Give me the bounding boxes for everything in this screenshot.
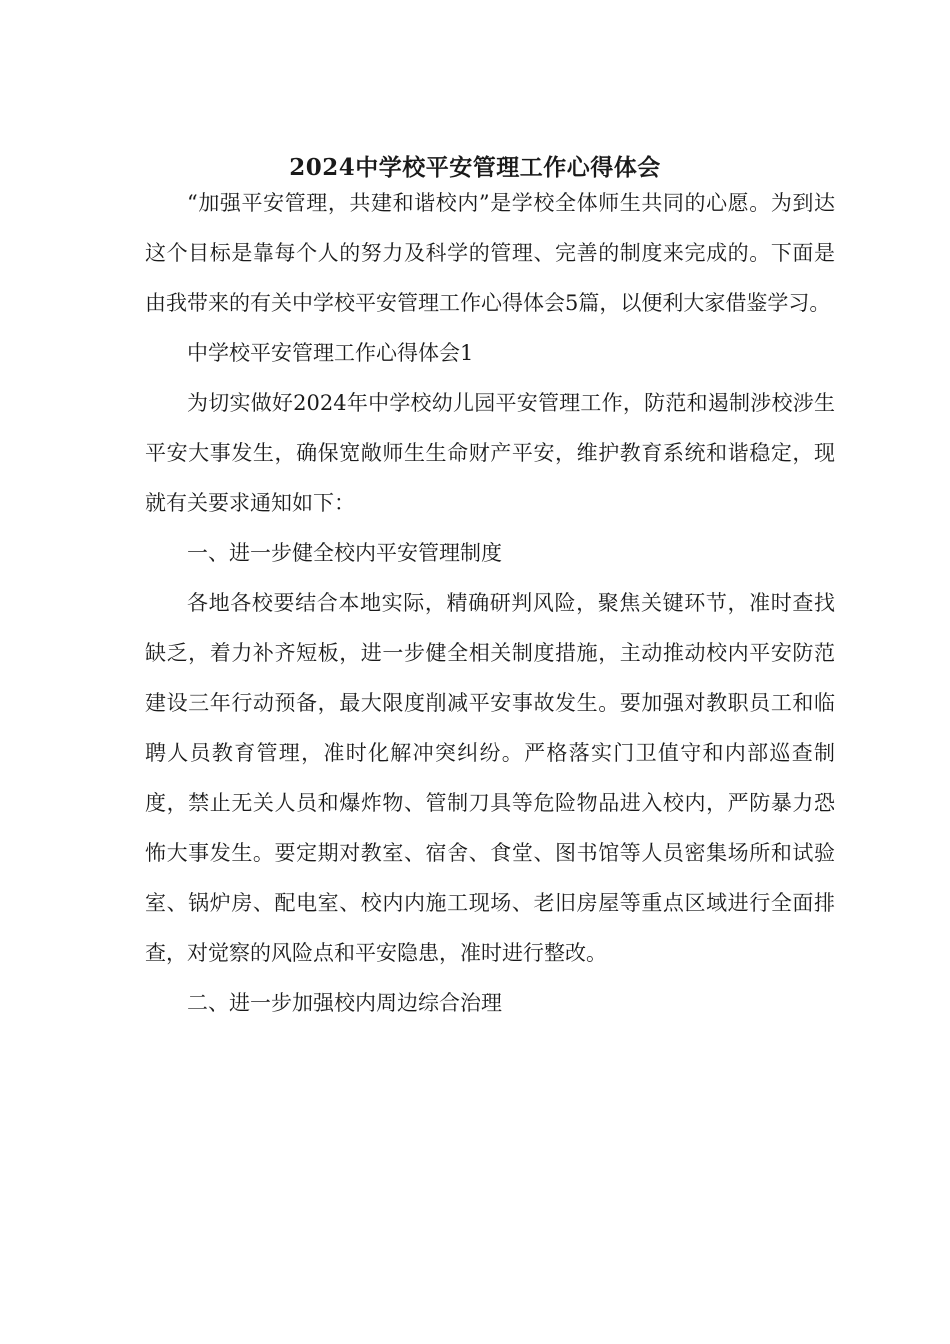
paragraph-body-one: 各地各校要结合本地实际，精确研判风险，聚焦关键环节，准时查找缺乏，着力补齐短板，进一步健全相关制度措施，主动推动校内平安防范建设三年行动预备，最大限度削减平安事故发生。要加强对教职员工和临聘人员教育管理，准时化解冲突纠纷。严格落实门卫值守和内部巡查制度，禁止无关人员和爆炸物、管制刀具等危险物品进入校内，严防暴力恐怖大事发生。要定期对教室、宿舍、食堂、图书馆等人员密集场所和试验室、锅炉房、配电室、校内内施工现场、老旧房屋等重点区域进行全面排查，对觉察的风险点和平安隐患，准时进行整改。 [145, 591, 835, 965]
paragraph-heading-two: 二、进一步加强校内周边综合治理 [187, 991, 502, 1015]
document-title: 2024中学校平安管理工作心得体会 [289, 154, 661, 182]
paragraph-section-heading: 中学校平安管理工作心得体会1 [187, 341, 474, 365]
paragraph-heading-one: 一、进一步健全校内平安管理制度 [187, 541, 502, 565]
paragraph-intro: “加强平安管理，共建和谐校内”是学校全体师生共同的心愿。为到达这个目标是靠每个人的努力及科学的管理、完善的制度来完成的。下面是由我带来的有关中学校平安管理工作心得体会5篇，以便利大家借鉴学习。 [145, 191, 835, 315]
paragraph-notice: 为切实做好2024年中学校幼儿园平安管理工作，防范和遏制涉校涉生平安大事发生，确保宽敞师生生命财产平安，维护教育系统和谐稳定，现就有关要求通知如下： [145, 391, 835, 515]
document-body [145, 178, 835, 1028]
